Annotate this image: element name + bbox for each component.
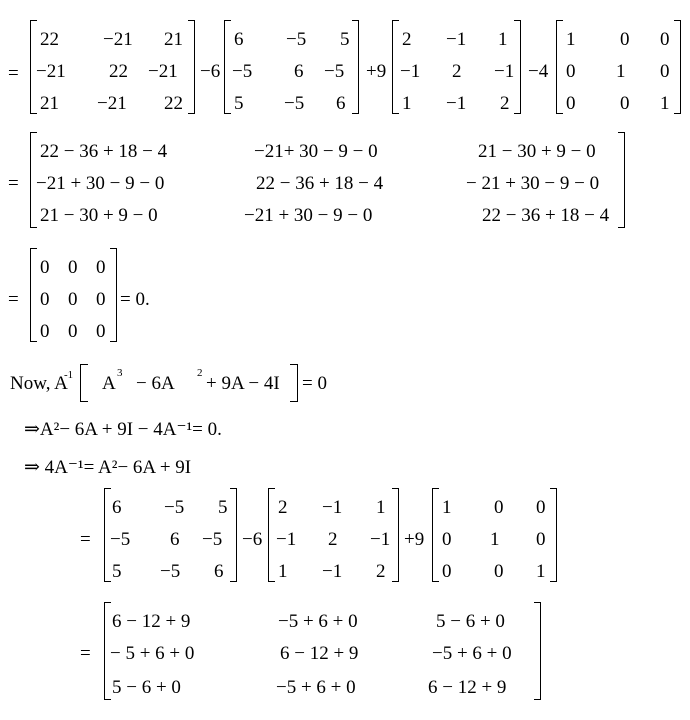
- matrix-entry: 1: [402, 93, 412, 114]
- matrix-entry: 2: [500, 93, 510, 114]
- matrix-bracket-right: [352, 20, 359, 114]
- matrix-entry: 1: [490, 529, 500, 550]
- matrix-bracket-left: [392, 20, 399, 114]
- matrix-entry: −5 + 6 + 0: [278, 611, 358, 632]
- matrix-entry: 22: [109, 61, 128, 82]
- matrix-entry: −5 + 6 + 0: [276, 677, 356, 698]
- matrix-entry: 0: [566, 93, 576, 114]
- matrix-entry: 22 − 36 + 18 − 4: [40, 141, 168, 162]
- matrix-entry: −1: [400, 61, 421, 82]
- matrix-entry: −5: [202, 529, 223, 550]
- matrix-entry: 6: [294, 61, 304, 82]
- matrix-entry: 6: [336, 93, 346, 114]
- matrix-entry: 2: [278, 497, 288, 518]
- matrix-entry: 2: [402, 29, 412, 50]
- matrix-entry: 1: [536, 561, 546, 582]
- matrix-entry: 1: [278, 561, 288, 582]
- matrix-entry: 2: [376, 561, 386, 582]
- matrix-entry: −5 + 6 + 0: [432, 643, 512, 664]
- matrix-entry: 1: [442, 497, 452, 518]
- matrix-entry: −5: [164, 497, 185, 518]
- matrix-entry: −1: [494, 61, 515, 82]
- matrix-entry: 1: [566, 29, 576, 50]
- matrix-bracket-left: [268, 488, 275, 582]
- matrix-entry: 22: [164, 93, 183, 114]
- matrix-entry: 21: [40, 93, 59, 114]
- matrix-entry: −1: [276, 529, 297, 550]
- matrix-entry: 0: [68, 321, 78, 342]
- matrix-entry: 21 − 30 + 9 − 0: [478, 141, 596, 162]
- matrix-entry: − 5 + 6 + 0: [110, 643, 195, 664]
- equals-sign: =: [80, 529, 91, 550]
- matrix-entry: 22 − 36 + 18 − 4: [482, 205, 610, 226]
- matrix-entry: −21: [97, 93, 127, 114]
- matrix-entry: 0: [68, 289, 78, 310]
- matrix-entry: −5: [232, 61, 253, 82]
- matrix-entry: 0: [536, 497, 546, 518]
- inverse-superscript: -1: [64, 369, 74, 381]
- matrix-entry: 0: [442, 529, 452, 550]
- matrix-entry: −1: [322, 561, 343, 582]
- operator: −6: [200, 61, 221, 82]
- matrix-entry: −21 + 30 − 9 − 0: [244, 205, 373, 226]
- matrix-entry: 0: [40, 289, 50, 310]
- matrix-entry: 1: [616, 61, 626, 82]
- matrix-entry: −1: [322, 497, 343, 518]
- matrix-entry: 0: [620, 29, 630, 50]
- matrix-entry: 6: [170, 529, 180, 550]
- matrix-entry: −5: [284, 93, 305, 114]
- matrix-entry: −5: [324, 61, 345, 82]
- matrix-entry: 1: [498, 29, 508, 50]
- matrix-entry: 0: [566, 61, 576, 82]
- matrix-entry: −1: [446, 93, 467, 114]
- bracket-right: [290, 364, 298, 402]
- equals-sign: =: [8, 173, 19, 194]
- matrix-entry: 0: [96, 257, 106, 278]
- matrix-entry: −21 + 30 − 9 − 0: [36, 173, 165, 194]
- matrix-entry: 0: [660, 61, 670, 82]
- matrix-entry: 21 − 30 + 9 − 0: [40, 205, 158, 226]
- matrix-bracket-left: [556, 20, 563, 114]
- matrix-entry: 0: [494, 561, 504, 582]
- operator: −4: [528, 61, 549, 82]
- matrix-entry: 2: [328, 529, 338, 550]
- equals-sign: =: [8, 289, 19, 310]
- operator: +9: [404, 529, 425, 550]
- matrix-entry: 6: [234, 29, 244, 50]
- matrix-bracket-right: [230, 488, 237, 582]
- term-A: A: [102, 373, 116, 394]
- matrix-entry: 0: [96, 289, 106, 310]
- matrix-entry: 6: [214, 561, 224, 582]
- equals-sign: =: [80, 643, 91, 664]
- matrix-entry: 1: [660, 93, 670, 114]
- now-label: Now, A: [10, 373, 68, 394]
- matrix-entry: 5: [234, 93, 244, 114]
- matrix-bracket-right: [674, 20, 681, 114]
- matrix-bracket-right: [188, 20, 195, 114]
- matrix-entry: 6 − 12 + 9: [280, 643, 359, 664]
- matrix-entry: 0: [40, 257, 50, 278]
- matrix-entry: 6 − 12 + 9: [112, 611, 191, 632]
- matrix-entry: 0: [536, 529, 546, 550]
- matrix-bracket-right: [534, 602, 541, 700]
- matrix-bracket-right: [550, 488, 557, 582]
- superscript: 2: [197, 367, 203, 379]
- bracket-left: [80, 364, 88, 402]
- matrix-entry: 0: [96, 321, 106, 342]
- matrix-entry: −21: [36, 61, 66, 82]
- matrix-entry: 6 − 12 + 9: [428, 677, 507, 698]
- superscript: 3: [117, 367, 123, 379]
- equals-sign: =: [8, 63, 19, 84]
- matrix-entry: −5: [110, 529, 131, 550]
- matrix-entry: 5: [218, 497, 228, 518]
- matrix-entry: −21+ 30 − 9 − 0: [254, 141, 378, 162]
- matrix-entry: 5: [340, 29, 350, 50]
- term: − 6A: [136, 373, 175, 394]
- matrix-entry: −5: [160, 561, 181, 582]
- matrix-entry: −21: [148, 61, 178, 82]
- matrix-entry: −1: [370, 529, 391, 550]
- matrix-bracket-left: [30, 248, 37, 342]
- matrix-entry: 22 − 36 + 18 − 4: [256, 173, 384, 194]
- operator: −6: [242, 529, 263, 550]
- result-zero: = 0.: [120, 289, 150, 310]
- matrix-entry: −1: [446, 29, 467, 50]
- operator: +9: [366, 61, 387, 82]
- matrix-entry: 21: [164, 29, 183, 50]
- equals-zero: = 0: [302, 373, 327, 394]
- matrix-entry: 6: [112, 497, 122, 518]
- matrix-entry: 0: [40, 321, 50, 342]
- matrix-entry: 1: [376, 497, 386, 518]
- matrix-entry: 2: [452, 61, 462, 82]
- matrix-entry: 22: [40, 29, 59, 50]
- matrix-entry: −5: [286, 29, 307, 50]
- matrix-entry: 5 − 6 + 0: [112, 677, 181, 698]
- matrix-bracket-right: [618, 132, 625, 228]
- matrix-entry: 0: [660, 29, 670, 50]
- matrix-entry: 0: [620, 93, 630, 114]
- matrix-entry: 0: [442, 561, 452, 582]
- matrix-entry: 0: [494, 497, 504, 518]
- matrix-bracket-right: [110, 248, 117, 342]
- implication-step: ⇒A²− 6A + 9I − 4A⁻¹= 0.: [24, 419, 222, 440]
- matrix-entry: 0: [68, 257, 78, 278]
- matrix-bracket-left: [224, 20, 231, 114]
- matrix-entry: 5 − 6 + 0: [436, 611, 505, 632]
- implication-step: ⇒ 4A⁻¹= A²− 6A + 9I: [24, 457, 192, 478]
- matrix-entry: −21: [103, 29, 133, 50]
- matrix-bracket-right: [392, 488, 399, 582]
- matrix-entry: 5: [112, 561, 122, 582]
- term: + 9A − 4I: [206, 373, 280, 394]
- matrix-bracket-left: [432, 488, 439, 582]
- matrix-entry: − 21 + 30 − 9 − 0: [466, 173, 600, 194]
- matrix-bracket-right: [514, 20, 521, 114]
